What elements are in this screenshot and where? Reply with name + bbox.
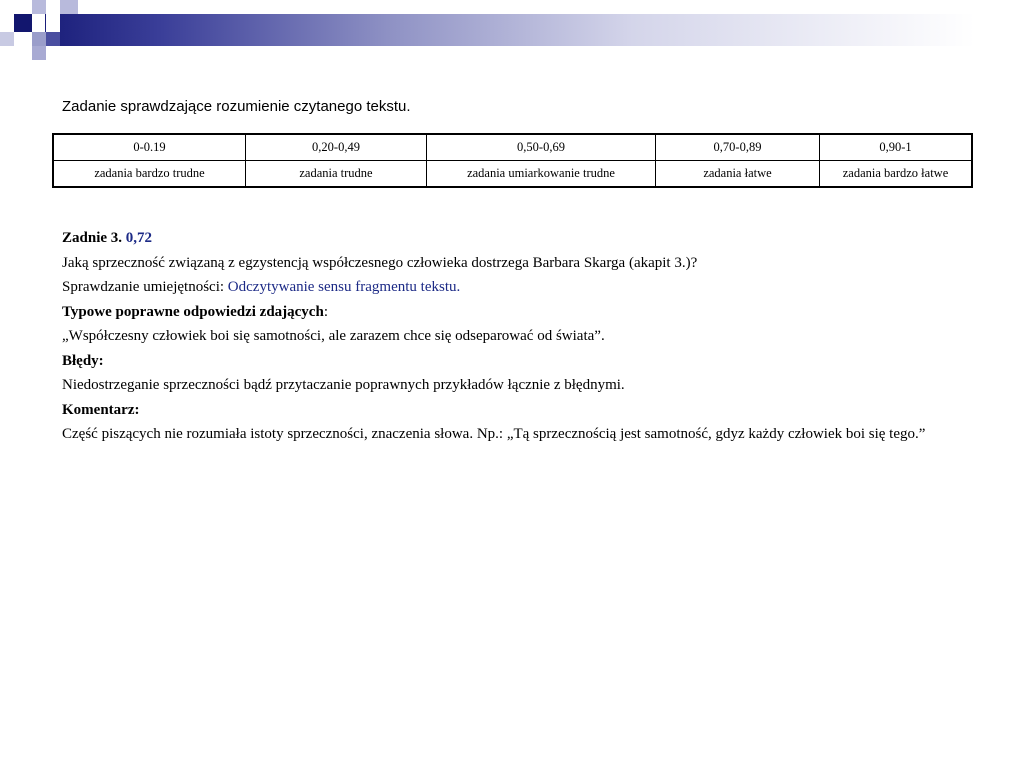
answer-text: „Współczesny człowiek boi się samotności, ale zarazem chce się odseparować od świata”.	[62, 328, 605, 344]
task-content	[62, 226, 962, 447]
table-cell: zadania łatwe	[656, 161, 820, 188]
task-heading-label: Zadnie 3.	[62, 230, 123, 246]
answers-colon: :	[323, 303, 328, 320]
answers-label: Typowe poprawne odpowiedzi zdających	[62, 303, 324, 320]
task-question: Jaką sprzeczność związaną z egzystencją współczesnego człowieka dostrzega Barbara Skarga (akapit 3.)?	[62, 254, 698, 271]
table-cell: zadania umiarkowanie trudne	[427, 161, 656, 188]
table-cell: 0-0.19	[53, 134, 246, 161]
deco-square	[0, 32, 14, 46]
deco-square	[32, 0, 46, 14]
table-cell: 0,90-1	[820, 134, 973, 161]
table-cell: zadania bardzo łatwe	[820, 161, 973, 188]
difficulty-table	[52, 133, 973, 188]
deco-square	[32, 32, 46, 46]
answers-heading	[62, 300, 962, 325]
table-row	[53, 134, 972, 161]
task-heading	[62, 226, 962, 251]
skill-line	[62, 275, 962, 300]
table-cell: 0,50-0,69	[427, 134, 656, 161]
errors-text: Niedostrzeganie sprzeczności bądź przytaczanie poprawnych przykładów łącznie z błędnymi.	[62, 377, 625, 393]
deco-square	[32, 46, 46, 60]
comment-text: Część piszących nie rozumiała istoty sprzeczności, znaczenia słowa. Np.: „Tą sprzecznością jest samotność, gdyz każdy człowiek boi się tego.”	[62, 426, 926, 442]
table-cell: zadania trudne	[246, 161, 427, 188]
table-cell: 0,20-0,49	[246, 134, 427, 161]
table-row	[53, 161, 972, 188]
table-cell: 0,70-0,89	[656, 134, 820, 161]
header-gradient-bar	[45, 14, 1024, 46]
skill-label: Sprawdzanie umiejętności:	[62, 279, 225, 295]
slide-title: Zadanie sprawdzające rozumienie czytanego tekstu.	[62, 98, 411, 115]
comment-label: Komentarz:	[62, 401, 140, 418]
task-heading-value: 0,72	[125, 230, 153, 246]
deco-square	[60, 0, 78, 14]
header-decoration	[0, 0, 1024, 64]
deco-square	[46, 32, 60, 46]
skill-value: Odczytywanie sensu fragmentu tekstu.	[227, 279, 461, 295]
table-cell: zadania bardzo trudne	[53, 161, 246, 188]
errors-label: Błędy:	[62, 352, 104, 369]
deco-square	[18, 14, 32, 32]
